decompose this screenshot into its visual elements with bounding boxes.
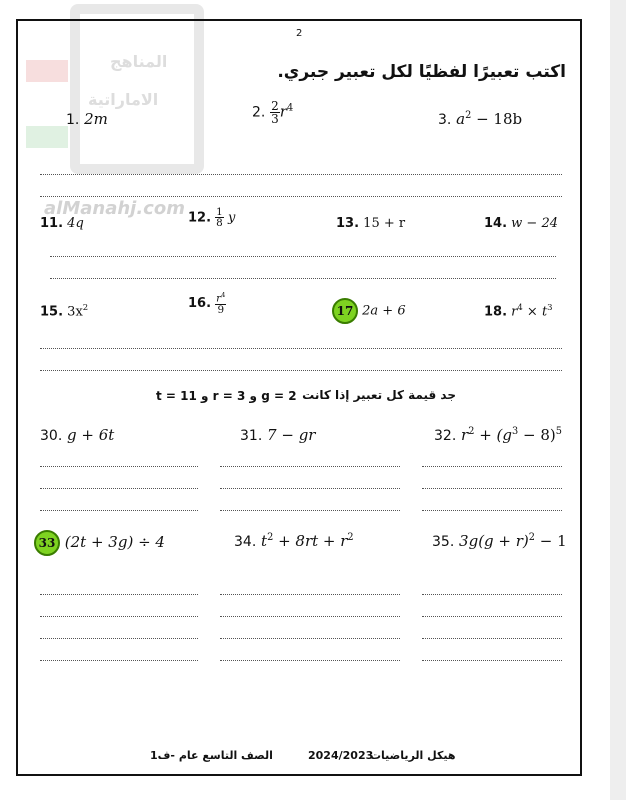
answer-line (422, 616, 562, 617)
answer-line (422, 660, 562, 661)
answer-line (422, 466, 562, 467)
answer-line (422, 510, 562, 511)
answer-line (40, 660, 198, 661)
footer-class: الصف التاسع عام -ف1 (150, 749, 273, 762)
answer-line (220, 466, 400, 467)
page-number: 2 (296, 28, 303, 39)
highlight-circle: 17 (332, 298, 358, 324)
answer-line (40, 370, 562, 371)
answer-line (40, 488, 198, 489)
answer-line (220, 594, 400, 595)
answer-line (220, 510, 400, 511)
highlight-circle: 33 (34, 530, 60, 556)
instruction-text: جد قيمة كل تعبير إذا كانت (302, 388, 456, 402)
answer-line (220, 488, 400, 489)
problem-30: 30. g + 6t (40, 426, 115, 444)
problem-11: 11. 4q (40, 216, 84, 231)
problem-17: 17 2a + 6 (332, 298, 406, 324)
problem-15: 15. $3x^2$ (40, 302, 89, 320)
footer-subject: هيكل الرياضيات (370, 749, 456, 762)
problem-3: 3. $a^2 - 18b$ (438, 110, 523, 128)
page-border (16, 19, 582, 776)
section-title: اكتب تعبيرًا لفظيًا لكل تعبير جبري. (277, 62, 566, 82)
right-margin-strip (610, 0, 626, 800)
answer-line (40, 196, 562, 197)
answer-line (422, 638, 562, 639)
answer-line (50, 256, 556, 257)
problem-32: 32. $r^2 + (g^3 - 8)^5$ (434, 426, 562, 444)
watermark-text: الاماراتية (88, 90, 159, 109)
answer-line (220, 638, 400, 639)
problem-18: 18. $r^4 \times t^3$ (484, 302, 553, 320)
answer-line (220, 660, 400, 661)
problem-13: 13. 15 + r (336, 216, 406, 231)
problem-1: 1. 2m (66, 110, 108, 128)
problem-35: 35. $3g(g + r)^2 - 1$ (432, 532, 567, 550)
footer-year: 2024/2023 (308, 749, 374, 762)
answer-line (220, 616, 400, 617)
problem-33: 33 (2t + 3g) ÷ 4 (34, 530, 165, 556)
answer-line (40, 466, 198, 467)
problem-14: 14. w − 24 (484, 216, 558, 231)
problem-34: 34. $t^2 + 8rt + r^2$ (234, 532, 354, 550)
instruction-variables: t = 11 و r = 3 و g = 2 (156, 389, 297, 403)
problem-12: 12. $\frac{1}{8}$ y (188, 206, 236, 230)
answer-line (40, 616, 198, 617)
answer-line (40, 510, 198, 511)
watermark-text: المناهج (110, 52, 168, 71)
watermark-site: alManahj.com (44, 198, 185, 219)
problem-31: 31. 7 − gr (240, 426, 316, 444)
problem-2: 2. $\frac{2}{3}$ $r^4$ (252, 99, 294, 126)
answer-line (40, 348, 562, 349)
problem-16: 16. $\frac{r^4}{9}$ (188, 291, 226, 316)
answer-line (40, 638, 198, 639)
answer-line (40, 594, 198, 595)
answer-line (422, 594, 562, 595)
answer-line (40, 174, 562, 175)
answer-line (422, 488, 562, 489)
answer-line (50, 278, 556, 279)
